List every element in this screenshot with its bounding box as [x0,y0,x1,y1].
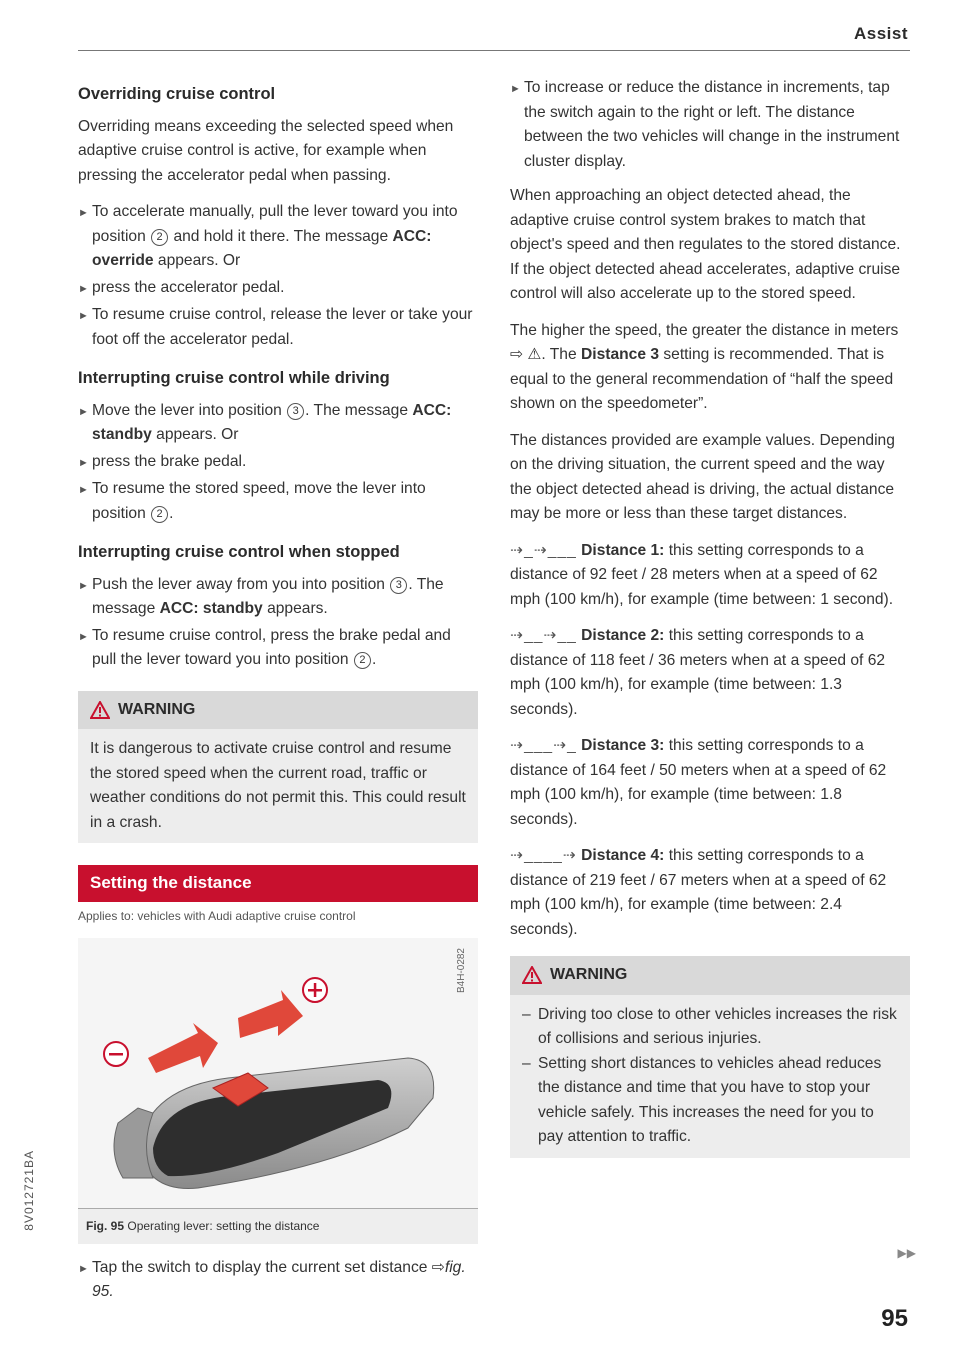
bullet-item: ► To resume cruise control, press the brake pedal and pull the lever toward you into position 2 . [78,624,478,673]
bullet-arrow-icon: ► [510,83,521,95]
bullet-item: ► Tap the switch to display the current set distance ⇨fig. 95. [78,1256,478,1305]
bullet-arrow-icon: ► [78,484,89,496]
section-header: Assist [853,24,908,43]
warning-triangle-icon [90,701,110,719]
bullet-item: ► Push the lever away from you into position 3 . The message ACC: standby appears. [78,573,478,622]
page-number: 95 [881,1305,908,1332]
header-rule [78,50,910,51]
applies-to: Applies to: vehicles with Audi adaptive cruise control [78,908,356,923]
paragraph: The distances provided are example values. Depending on the driving situation, the current speed and the way the object detected ahead is driving, the actual distance may be more or less than these target distances. [510,431,895,522]
bullet-arrow-icon: ► [78,405,89,418]
bullet-item: ► press the brake pedal. [78,450,478,476]
heading-override: Overriding cruise control [78,85,276,103]
warning-box [78,691,478,844]
bullet-arrow-icon: ► [78,630,89,643]
position-marker: 3 [287,403,304,420]
distance-symbol-icon: ⇢____⇢ [510,847,577,864]
figure-code: B4H-0282 [455,948,467,994]
warning-header: WARNING [78,691,478,730]
warning-list-item: – Setting short distances to vehicles ahead reduces the distance and time that you have to stop your vehicle safely. This increases the need for you to pay attention to traffic. [522,1054,882,1145]
continued-arrow-icon: ▶▶ [897,1246,916,1260]
bullet-arrow-icon: ► [78,456,89,469]
right-column [510,74,910,1170]
warning-box [510,956,910,1158]
warning-reference-icon: ⇨ ⚠ [510,346,542,363]
distance-setting-4: ⇢____⇢ Distance 4: this setting corresponds to a distance of 219 feet / 67 meters when at a speed of 62 mph (100 km/h), for example (time between: 2.4 seconds). [510,847,887,938]
paragraph-override: Overriding means exceeding the selected speed when adaptive cruise control is active, for example when pressing the accelerator pedal when passing. [78,117,454,184]
bullet-item: ► To increase or reduce the distance in increments, tap the switch again to the right or left. The distance between the two vehicles will change in the instrument cluster display. [510,76,910,174]
distance-symbol-icon: ⇢__⇢__ [510,627,577,644]
heading-interrupt-stopped: Interrupting cruise control when stopped [78,543,400,561]
position-marker: 2 [151,506,168,523]
heading-interrupt-driving: Interrupting cruise control while driving [78,369,390,387]
distance-symbol-icon: ⇢_⇢___ [510,541,577,559]
distance-symbol-icon: ⇢___⇢_ [510,737,577,754]
distance-setting-2: ⇢__⇢__ Distance 2: this setting corresponds to a distance of 118 feet / 36 meters when at a speed of 62 mph (100 km/h), for example (time between: 1.3 seconds). [510,627,886,718]
warning-header: WARNING [510,956,910,995]
distance-setting-3: ⇢___⇢_ Distance 3: this setting corresponds to a distance of 164 feet / 50 meters when at a speed of 62 mph (100 km/h), for example (time between: 1.8 seconds). [510,737,887,828]
figure-caption: Fig. 95 Operating lever: setting the distance [78,1209,478,1244]
position-marker: 2 [151,229,168,246]
bullet-arrow-icon: ► [78,207,89,219]
position-marker: 2 [354,652,371,669]
bullet-arrow-icon: ► [78,310,89,322]
figure-operating-lever [78,938,478,1209]
bullet-item: ► Move the lever into position 3 . The message ACC: standby appears. Or [78,399,478,448]
bullet-item: ► press the accelerator pedal. [78,276,478,302]
bullet-item: ► To accelerate manually, pull the lever toward you into position 2 and hold it there. The message ACC: override appears. Or [78,200,478,274]
bullet-item: ► To resume the stored speed, move the lever into position 2 . [78,477,478,526]
cross-reference-arrow-icon: ⇨ [431,1258,445,1276]
warning-triangle-icon [522,966,542,984]
section-title: Setting the distance [78,865,478,902]
bullet-item: ► To resume cruise control, release the lever or take your foot off the accelerator pedal. [78,303,478,352]
document-code: 8V012721BA [22,1150,36,1231]
bullet-arrow-icon: ► [78,579,89,592]
warning-text: It is dangerous to activate cruise control and resume the stored speed when the current road, traffic or weather conditions do not permit this. This could result in a crash. [90,740,466,831]
bullet-arrow-icon: ► [78,1262,89,1275]
distance-setting-1: ⇢_⇢___ Distance 1: this setting corresponds to a distance of 92 feet / 28 meters when at a speed of 62 mph (100 km/h), for example (time between: 1 second). [510,541,894,608]
warning-list-item: – Driving too close to other vehicles increases the risk of collisions and serious injuries. [522,1005,897,1047]
lever-illustration [78,938,478,1208]
bullet-arrow-icon: ► [78,282,89,295]
position-marker: 3 [390,577,407,594]
left-column [78,74,478,1307]
paragraph: When approaching an object detected ahead, the adaptive cruise control system brakes to match that object's speed and then regulates to the stored distance. If the object detected ahead accelerates, adaptive cruise control will also accelerate up to the stored speed. [510,187,901,302]
paragraph: The higher the speed, the greater the distance in meters ⇨ ⚠. The Distance 3 setting is recommended. That is equal to the general recommendation of “half the speed shown on the speedometer”. [510,321,899,412]
